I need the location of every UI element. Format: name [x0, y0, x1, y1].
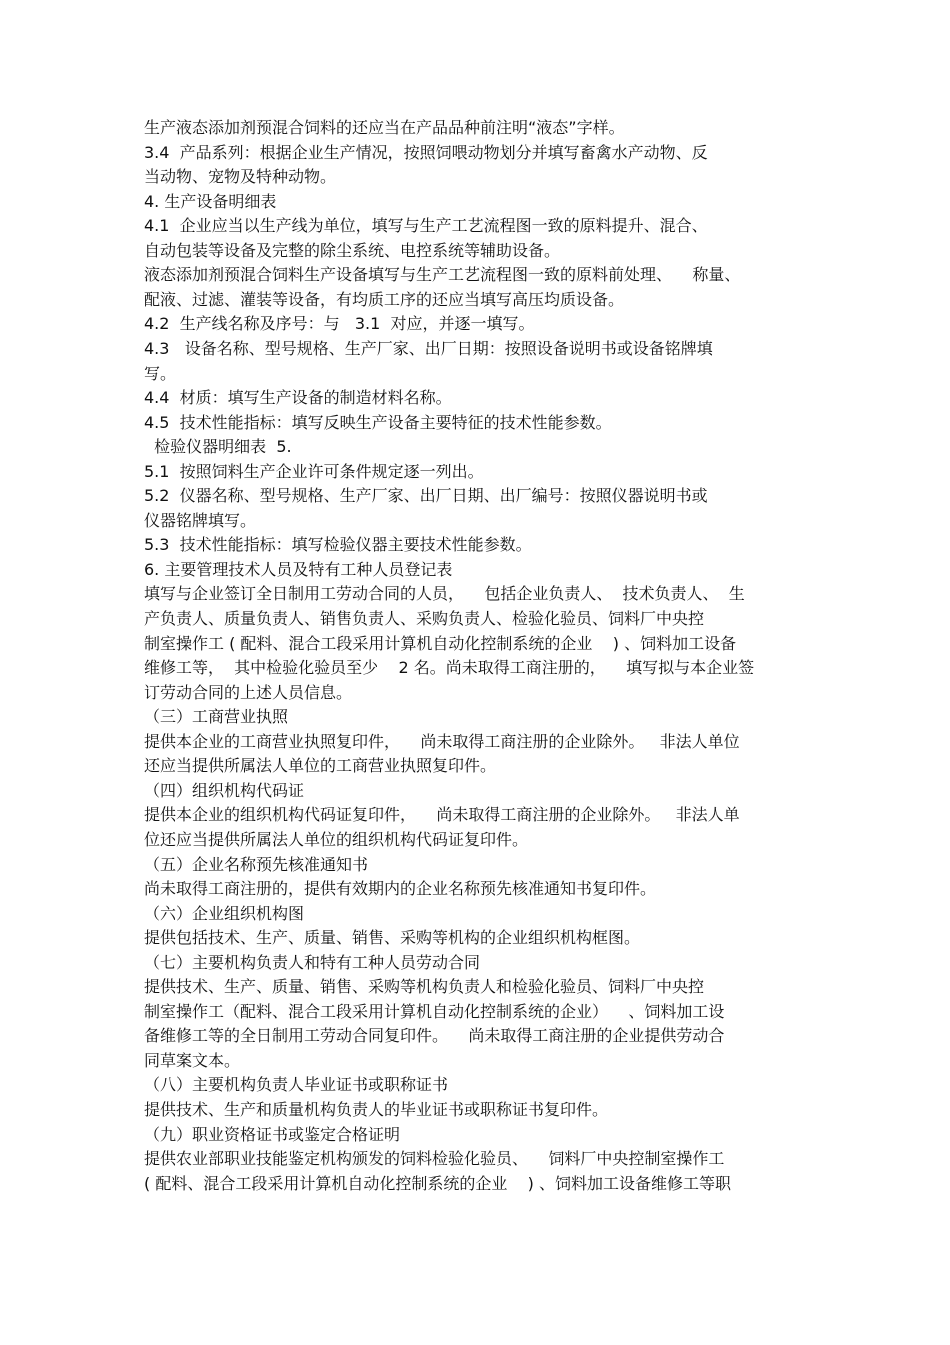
text-line: 4. 生产设备明细表	[144, 191, 277, 211]
text-line: （八）主要机构负责人毕业证书或职称证书	[144, 1075, 449, 1095]
text-line: 位还应当提供所属法人单位的组织机构代码证复印件。	[144, 829, 529, 849]
text-line: 仪器铭牌填写。	[144, 510, 257, 530]
text-line: 4.4 材质：填写生产设备的制造材料名称。	[144, 388, 452, 408]
text-line: （三）工商营业执照	[144, 707, 289, 727]
text-line: （六）企业组织机构图	[144, 903, 305, 923]
text-line: 提供农业部职业技能鉴定机构颁发的饲料检验化验员、 饲料厂中央控制室操作工	[144, 1149, 725, 1169]
text-line: 制室操作工（配料、混合工段采用计算机自动化控制系统的企业） 、饲料加工设	[144, 1001, 725, 1021]
text-line: 制室操作工 ( 配料、混合工段采用计算机自动化控制系统的企业 ) 、饲料加工设备	[144, 633, 737, 653]
text-line: 产负责人、质量负责人、销售负责人、采购负责人、检验化验员、饲料厂中央控	[144, 609, 705, 628]
text-line: 生产液态添加剂预混合饲料的还应当在产品品种前注明“液态”字样。	[144, 118, 625, 137]
text-line: 尚未取得工商注册的，提供有效期内的企业名称预先核准通知书复印件。	[144, 879, 657, 899]
text-line: （七）主要机构负责人和特有工种人员劳动合同	[144, 952, 481, 972]
text-line: （五）企业名称预先核准通知书	[144, 854, 369, 874]
text-line: （四）组织机构代码证	[144, 780, 305, 800]
text-line: 提供包括技术、生产、质量、销售、采购等机构的企业组织机构框图。	[144, 928, 641, 948]
text-line: 写。	[144, 363, 177, 383]
text-line: 提供本企业的组织机构代码证复印件， 尚未取得工商注册的企业除外。 非法人单	[144, 805, 740, 825]
text-line: 同草案文本。	[144, 1050, 241, 1070]
text-line: ( 配料、混合工段采用计算机自动化控制系统的企业 ) 、饲料加工设备维修工等职	[144, 1173, 732, 1193]
text-line: 提供技术、生产、质量、销售、采购等机构负责人和检验化验员、饲料厂中央控	[144, 977, 705, 997]
text-line: 4.2 生产线名称及序号：与 3.1 对应，并逐一填写。	[144, 314, 535, 334]
text-line: 提供本企业的工商营业执照复印件， 尚未取得工商注册的企业除外。 非法人单位	[144, 731, 740, 751]
text-line: 5.3 技术性能指标：填写检验仪器主要技术性能参数。	[144, 535, 532, 555]
text-line: 3.4 产品系列：根据企业生产情况，按照饲喂动物划分并填写畜禽水产动物、反	[144, 142, 708, 162]
text-line: 6. 主要管理技术人员及特有工种人员登记表	[144, 559, 453, 579]
text-line: 还应当提供所属法人单位的工商营业执照复印件。	[144, 756, 497, 776]
text-line: 4.1 企业应当以生产线为单位，填写与生产工艺流程图一致的原料提升、混合、	[144, 216, 708, 236]
text-line: 自动包装等设备及完整的除尘系统、电控系统等辅助设备。	[144, 240, 561, 260]
text-line: 当动物、宠物及特种动物。	[144, 167, 337, 187]
text-line: 4.3 设备名称、型号规格、生产厂家、出厂日期：按照设备说明书或设备铭牌填	[144, 338, 713, 358]
text-line: 液态添加剂预混合饲料生产设备填写与生产工艺流程图一致的原料前处理、 称量、	[144, 265, 741, 285]
text-line: 订劳动合同的上述人员信息。	[144, 682, 353, 702]
text-line: 检验仪器明细表 5.	[144, 437, 292, 457]
text-line: 备维修工等的全日制用工劳动合同复印件。 尚未取得工商注册的企业提供劳动合	[144, 1026, 725, 1046]
text-line: 5.1 按照饲料生产企业许可条件规定逐一列出。	[144, 461, 484, 481]
text-line: 配液、过滤、灌装等设备，有均质工序的还应当填写高压均质设备。	[144, 289, 625, 309]
text-line: 4.5 技术性能指标：填写反映生产设备主要特征的技术性能参数。	[144, 412, 612, 432]
text-line: 填写与企业签订全日制用工劳动合同的人员， 包括企业负责人、 技术负责人、 生	[144, 584, 745, 604]
text-line: 维修工等， 其中检验化验员至少 2 名。尚未取得工商注册的， 填写拟与本企业签	[144, 658, 755, 678]
text-line: 提供技术、生产和质量机构负责人的毕业证书或职称证书复印件。	[144, 1100, 609, 1119]
text-line: （九）职业资格证书或鉴定合格证明	[144, 1124, 401, 1144]
text-line: 5.2 仪器名称、型号规格、生产厂家、出厂日期、出厂编号：按照仪器说明书或	[144, 486, 708, 506]
